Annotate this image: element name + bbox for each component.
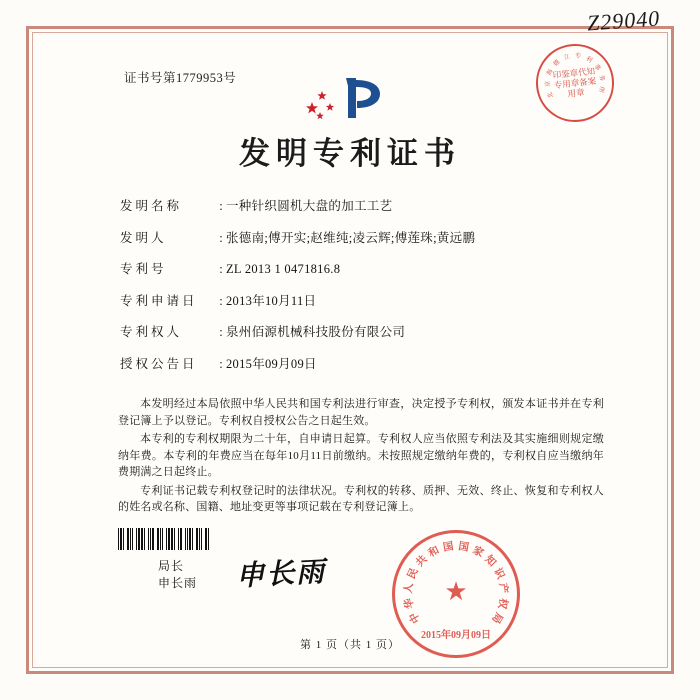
field-colon: : — [219, 293, 223, 308]
field-value-inventors: 张德南;傅开实;赵维纯;凌云辉;傅莲珠;黄远鹏 — [226, 230, 476, 245]
field-colon: : — [219, 262, 223, 276]
field-row — [120, 291, 600, 309]
field-colon: : — [219, 356, 223, 371]
field-label: 授权公告日 — [120, 356, 198, 371]
field-colon: : — [219, 230, 223, 245]
page-title: 发明专利证书 — [239, 136, 461, 171]
handwritten-serial: Z29040 — [585, 5, 661, 36]
official-seal: 中 华 人 民 共 和 国 国 家 知 识 产 权 局 ★ 2015年09月09日 — [392, 530, 520, 658]
star-icon: ★ — [444, 577, 468, 606]
barcode — [118, 528, 238, 550]
field-value-patent-number: ZL 2013 1 0471816.8 — [226, 262, 341, 276]
field-value-invention-name: 一种针织圆机大盘的加工工艺 — [226, 199, 393, 213]
legal-paragraph: 专利证书记载专利权登记时的法律状况。专利权的转移、质押、无效、终止、恢复和专利权人的姓名或名称、国籍、地址变更等事项记载在专利登记簿上。 — [118, 484, 604, 513]
agency-seal-ring-text: 北 京 海 德 立 专 利 事 务 所 — [544, 52, 606, 100]
field-list — [120, 196, 600, 385]
field-row — [120, 322, 600, 340]
field-row — [120, 354, 600, 372]
field-value-patentee: 泉州佰源机械科技股份有限公司 — [226, 325, 406, 339]
field-row — [120, 228, 600, 246]
field-label: 发明人 — [120, 230, 167, 245]
signature-block — [158, 558, 197, 592]
field-row — [120, 259, 600, 277]
sipo-logo — [0, 72, 700, 126]
field-value-application-date: 2013年10月11日 — [226, 293, 317, 308]
field-label: 发明名称 — [120, 199, 183, 213]
legal-body-text — [118, 396, 604, 518]
field-row — [120, 196, 600, 214]
director-name: 申长雨 — [158, 576, 198, 590]
field-label: 专利申请日 — [120, 293, 198, 308]
agency-seal-center-text: 印鉴章代知专用章备案用章 — [552, 65, 597, 99]
legal-paragraph: 本专利的专利权期限为二十年，自申请日起算。专利权人应当依照专利法及其实施细则规定缴纳年费。本专利的年费应当在每年10月11日前缴纳。未按照规定缴纳年费的，专利权自应当缴纳年费期满之日起终止。 — [118, 433, 604, 478]
handwritten-signature: 申长雨 — [235, 556, 327, 593]
field-label: 专利权人 — [120, 325, 183, 339]
legal-paragraph: 本发明经过本局依照中华人民共和国专利法进行审查，决定授予专利权，颁发本证书并在专利登记簿上予以登记。专利权自授权公告之日起生效。 — [118, 398, 604, 427]
field-colon: : — [219, 199, 223, 213]
field-label: 专利号 — [120, 262, 167, 276]
official-seal-date: 2015年09月09日 — [421, 630, 491, 641]
page-number-footer: 第 1 页（共 1 页） — [300, 639, 400, 651]
sipo-logo-icon — [300, 72, 400, 124]
director-title-label: 局长 — [158, 559, 185, 573]
field-colon: : — [219, 325, 223, 339]
field-value-grant-date: 2015年09月09日 — [226, 356, 317, 371]
certificate-number: 证书号第1779953号 — [124, 71, 237, 85]
